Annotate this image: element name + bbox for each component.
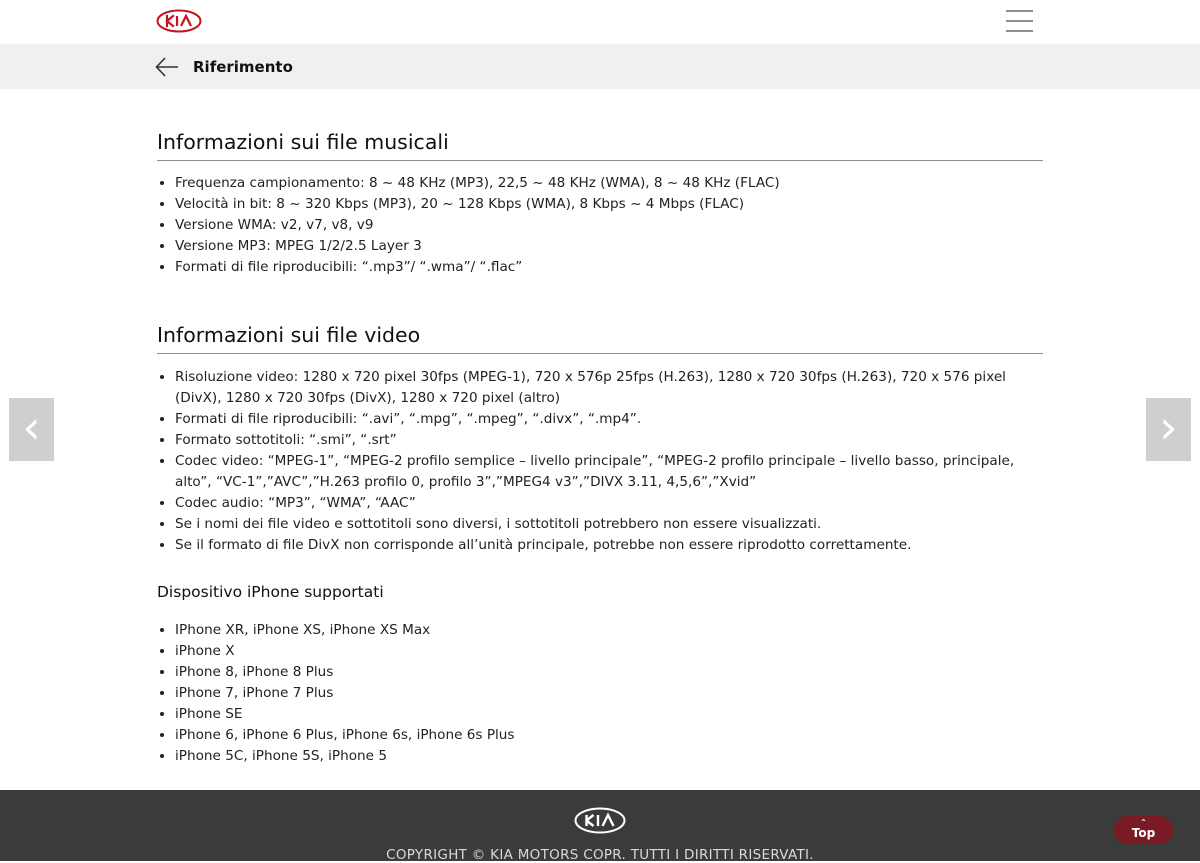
list-item: • iPhone 5C, iPhone 5S, iPhone 5 (175, 746, 1061, 767)
list-item: • Se il formato di file DivX non corrisponde all’unità principale, potrebbe non essere riprodotto correttamente. (175, 535, 1043, 556)
list-item: • Formati di file riproducibili: “.avi”, “.mpg”, “.mpeg”, “.divx”, “.mp4”. (175, 409, 1043, 430)
list-item: • Codec video: “MPEG-1”, “MPEG-2 profilo semplice – livello principale”, “MPEG-2 profilo principale – livello basso, principale, alto”, “VC-1”,”AVC”,”H.263 profilo 0, profilo 3”,”MPEG4 v3”,”DIVX 3.11, 4,5,6”,”Xvid” (175, 451, 1043, 493)
list-item: • Se i nomi dei file video e sottotitoli sono diversi, i sottotitoli potrebbero non essere visualizzati. (175, 514, 1043, 535)
list-item: • Frequenza campionamento: 8 ~ 48 KHz (MP3), 22,5 ~ 48 KHz (WMA), 8 ~ 48 KHz (FLAC) (175, 173, 1043, 194)
kia-footer-logo (574, 807, 626, 834)
kia-logo[interactable] (156, 9, 202, 33)
list-item: • iPhone 8, iPhone 8 Plus (175, 662, 1061, 683)
list-item: • iPhone X (175, 641, 1061, 662)
page-title: Riferimento (193, 58, 293, 76)
hamburger-menu-icon[interactable] (1006, 8, 1034, 34)
chevron-right-icon: › (1159, 400, 1178, 454)
back-to-top-button[interactable] (1114, 816, 1173, 844)
copyright-text: COPYRIGHT © KIA MOTORS COPR. TUTTI I DIRITTI RISERVATI. (386, 847, 814, 863)
back-to-top-label: Top (1131, 826, 1156, 840)
list-item: • Codec audio: “MP3”, “WMA”, “AAC” (175, 493, 1043, 514)
music-info-section (157, 128, 1043, 278)
iphone-device-list (157, 620, 1061, 767)
list-item: • Formato sottotitoli: “.smi”, “.srt” (175, 430, 1043, 451)
back-arrow-icon[interactable] (155, 56, 179, 78)
page-footer (0, 790, 1200, 861)
music-info-list (157, 173, 1043, 278)
video-info-section (157, 321, 1043, 556)
music-section-title: Informazioni sui file musicali (157, 128, 1043, 161)
list-item: • iPhone 7, iPhone 7 Plus (175, 683, 1061, 704)
chevron-left-icon: ‹ (22, 400, 41, 454)
top-header (0, 0, 1200, 44)
list-item: • Risoluzione video: 1280 x 720 pixel 30fps (MPEG-1), 720 x 576p 25fps (H.263), 1280 x 720 30fps (H.263), 720 x 576 pixel (DivX), 1280 x 720 30fps (DivX), 1280 x 720 pixel (altro) (175, 367, 1043, 409)
prev-page-button[interactable] (9, 398, 54, 461)
caret-up-icon: ⌃ (1140, 818, 1147, 827)
video-info-list (157, 367, 1043, 556)
list-item: • iPhone 6, iPhone 6 Plus, iPhone 6s, iPhone 6s Plus (175, 725, 1061, 746)
page-header-bar (0, 44, 1200, 89)
list-item: • iPhone SE (175, 704, 1061, 725)
next-page-button[interactable] (1146, 398, 1191, 461)
list-item: • Formati di file riproducibili: “.mp3”/ “.wma”/ “.flac” (175, 257, 1043, 278)
video-section-title: Informazioni sui file video (157, 321, 1043, 354)
list-item: • Versione MP3: MPEG 1/2/2.5 Layer 3 (175, 236, 1043, 257)
list-item: • IPhone XR, iPhone XS, iPhone XS Max (175, 620, 1061, 641)
iphone-section-title: Dispositivo iPhone supportati (157, 583, 384, 601)
list-item: • Versione WMA: v2, v7, v8, v9 (175, 215, 1043, 236)
list-item: • Velocità in bit: 8 ~ 320 Kbps (MP3), 20 ~ 128 Kbps (WMA), 8 Kbps ~ 4 Mbps (FLAC) (175, 194, 1043, 215)
